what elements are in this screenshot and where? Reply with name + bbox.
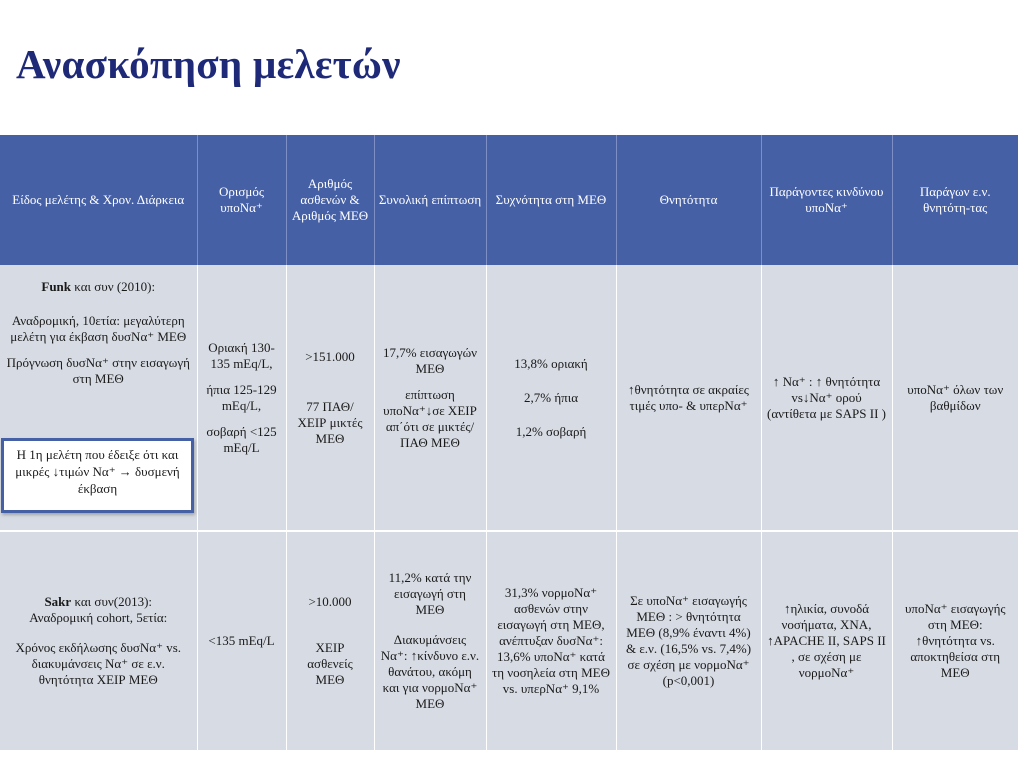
- cell-icu-frequency: 13,8% οριακή 2,7% ήπια 1,2% σοβαρή: [486, 265, 616, 531]
- cell-mortality: ↑θνητότητα σε ακραίες τιμές υπο- & υπερΝα⁺: [616, 265, 761, 531]
- cell-independent-factor: υποΝα⁺ εισαγωγής στη ΜΕΘ: ↑θνητότητα vs. αποκτηθείσα στη ΜΕΘ: [892, 531, 1018, 750]
- cell-icu-frequency: 31,3% νορμοΝα⁺ ασθενών στην εισαγωγή στη ΜΕΘ, ανέπτυξαν δυσΝα⁺: 13,6% υποΝα⁺ κατά τη νοσηλεία στη ΜΕΘ vs. υπερΝα⁺ 9,1%: [486, 531, 616, 750]
- header-incidence: Συνολική επίπτωση: [374, 135, 486, 265]
- header-patient-count: Αριθμός ασθενών & Αριθμός ΜΕΘ: [286, 135, 374, 265]
- cell-risk-factors: ↑ηλικία, συνοδά νοσήματα, ΧΝΑ, ↑APACHE II, SAPS II , σε σχέση με νορμοΝα⁺: [761, 531, 892, 750]
- header-independent-factor: Παράγων ε.ν. θνητότη-τας: [892, 135, 1018, 265]
- study-aim: Πρόγνωση δυσΝα⁺ στην εισαγωγή στη ΜΕΘ: [6, 355, 190, 386]
- cell-definition: Οριακή 130-135 mEq/L, ήπια 125-129 mEq/L, σοβαρή <125 mEq/L: [197, 265, 286, 531]
- cell-patient-count: >10.000 ΧΕΙΡ ασθενείς ΜΕΘ: [286, 531, 374, 750]
- study-design: Αναδρομική, 10ετία: μεγαλύτερη μελέτη για έκβαση δυσΝα⁺ ΜΕΘ: [10, 313, 187, 344]
- table-row-sakr: [0, 531, 1018, 750]
- header-study-type: Είδος μελέτης & Χρον. Διάρκεια: [0, 135, 197, 265]
- cell-patient-count: >151.000 77 ΠΑΘ/ ΧΕΙΡ μικτές ΜΕΘ: [286, 265, 374, 531]
- cell-independent-factor: υποΝα⁺ όλων των βαθμίδων: [892, 265, 1018, 531]
- study-citation: Funk και συν (2010):: [41, 279, 156, 294]
- header-risk-factors: Παράγοντες κινδύνου υποΝα⁺: [761, 135, 892, 265]
- cell-definition: <135 mEq/L: [197, 531, 286, 750]
- cell-mortality: Σε υποΝα⁺ εισαγωγής ΜΕΘ : > θνητότητα ΜΕΘ (8,9% έναντι 4%) & ε.ν. (16,5% vs. 7,4%) σε σχέση με νορμοΝα⁺ (p<0,001): [616, 531, 761, 750]
- cell-risk-factors: ↑ Να⁺ : ↑ θνητότητα vs↓Να⁺ ορού (αντίθετα με SAPS II ): [761, 265, 892, 531]
- study-author: Sakr: [44, 594, 72, 609]
- study-design: Αναδρομική cohort, 5ετία:: [29, 610, 168, 625]
- study-citation: Sakr και συν(2013):: [44, 594, 153, 609]
- cell-incidence: 17,7% εισαγωγών ΜΕΘ επίπτωση υποΝα⁺↓σε ΧΕΙΡ απ΄ότι σε μικτές/ ΠΑΘ ΜΕΘ: [374, 265, 486, 531]
- slide-title: Ανασκόπηση μελετών: [16, 41, 401, 87]
- header-definition: Ορισμός υποΝα⁺: [197, 135, 286, 265]
- header-mortality: Θνητότητα: [616, 135, 761, 265]
- study-aim: Χρόνος εκδήλωσης δυσΝα⁺ vs. διακυμάνσεις Να⁺ σε ε.ν. θνητότητα ΧΕΙΡ ΜΕΘ: [15, 640, 182, 687]
- cell-study-type: [0, 531, 197, 750]
- header-icu-frequency: Συχνότητα στη ΜΕΘ: [486, 135, 616, 265]
- header-row: [0, 135, 1018, 265]
- cell-incidence: 11,2% κατά την εισαγωγή στη ΜΕΘ Διακυμάνσεις Να⁺: ↑κίνδυνο ε.ν. θανάτου, ακόμη και για νορμοΝα⁺ ΜΕΘ: [374, 531, 486, 750]
- study-author: Funk: [41, 279, 72, 294]
- callout-box: Η 1η μελέτη που έδειξε ότι και μικρές ↓τιμών Να⁺ → δυσμενή έκβαση: [1, 438, 194, 513]
